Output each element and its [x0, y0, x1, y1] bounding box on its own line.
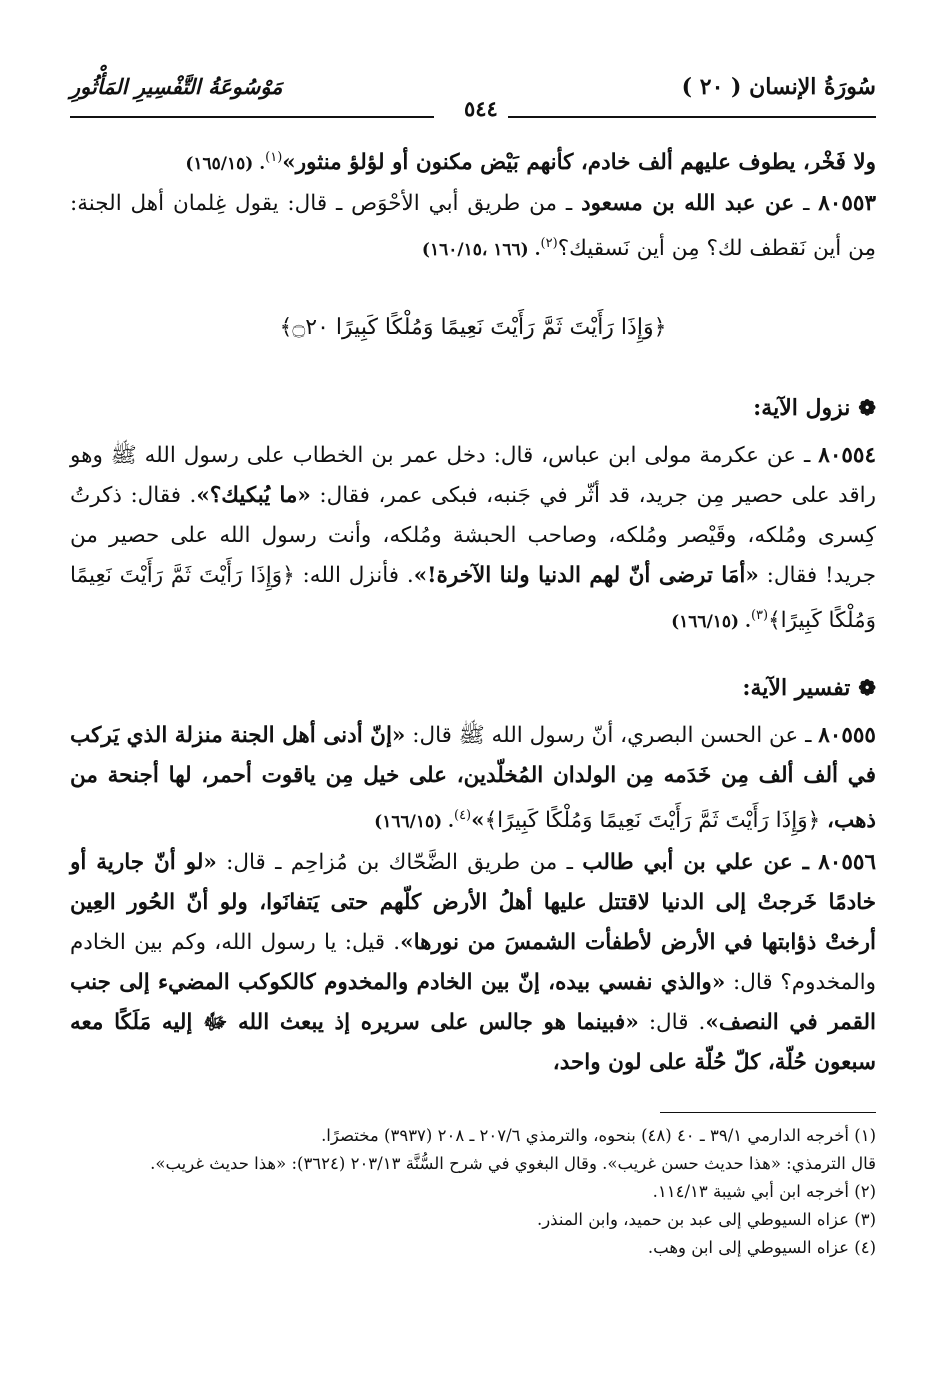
footnote-marker-2: (٢) — [540, 236, 558, 252]
footnote-1: (١) أخرجه الدارمي ٣٩/١ ـ ٤٠ (٤٨) بنحوه، والترمذي ٢٠٧/٦ ـ ٢٠٨ (٣٩٣٧) مختصرًا. — [321, 1126, 876, 1145]
entry-80553: ٨٠٥٥٣ ـ عن عبد الله بن مسعود ـ من طريق أبي الأحْوَص ـ قال: يقول غِلمان أهل الجنة: مِن أين نَقطف لك؟ مِن أين نَسقيك؟$^{(٢)}$. (١٦٦ ،١٦٠/١٥) — [70, 191, 876, 262]
entry-number: ٨٠٥٥٦ — [818, 849, 876, 875]
quran-verse: ﴿وَإِذَا رَأَيْتَ ثَمَّ رَأَيْتَ نَعِيمًا وَمُلْكًا كَبِيرًا ۝٢٠﴾ — [279, 315, 667, 341]
entry-text: ـ عن عكرمة مولى ابن عباس، قال: دخل عمر بن الخطاب على رسول الله ﷺ وهو راقد على حصير مِن جريد، قد أثّر في جَنبه، فبكى عمر، فقال: — [70, 443, 876, 509]
volume-ref: . (١٦٦ ،١٦٠/١٥) — [421, 240, 541, 261]
entry-text: ـ عن الحسن البصري، أنّ رسول الله ﷺ قال: — [412, 723, 812, 749]
heading-nuzul — [70, 388, 876, 428]
section-gap — [70, 642, 876, 658]
book-title: مَوْسُوعَةُ التَّفْسِيرِ المَأْثُورِ — [70, 74, 283, 99]
entry-text: ـ من طريق الضَّحّاك بن مُزاحِم ـ قال: — [226, 849, 573, 875]
entry-80555 — [70, 716, 876, 842]
footnote-1-note: قال الترمذي: «هذا حديث حسن غريب». وقال البغوي في شرح السُّنَّة ٢٠٣/١٣ (٣٦٢٤): «هذا حديث غريب». — [150, 1154, 876, 1173]
entry-text: ـ من طريق أبي الأحْوَص ـ قال: يقول غِلمان أهل الجنة: مِن أين نَقطف لك؟ مِن أين نَسقيك؟ — [70, 191, 876, 262]
footnote-marker-4: (٤) — [453, 808, 472, 824]
prophet-speech: «والذي نفسي بيده، إنّ بين الخادم والمخدوم كالكوكب المضيء إلى جنب القمر في النصف» — [70, 969, 876, 1035]
prophet-speech: «إنّ أدنى أهل الجنة منزلة الذي يَركب في ألف ألف مِن خَدَمه مِن الولدان المُخلّدين، على خيل مِن ياقوت أحمر، لها أجنحة من ذهب، — [70, 723, 876, 834]
entry-narrator: عن عبد الله بن مسعود — [581, 191, 795, 217]
prophet-speech: «لو أنّ جارية أو خادمًا خَرجتْ إلى الدنيا لاقتتل عليها أهلُ الأرض كلّهم حتى يَتفانَوا، ولو أنّ الحُور العِين أرختْ ذؤابتها في الأرض لأطفأت الشمسَ من نورها» — [70, 849, 876, 955]
surah-title: سُورَةُ الإنسان ( ٢٠ ) — [681, 74, 876, 100]
entry-number: ٨٠٥٥٥ — [818, 723, 876, 749]
page-header — [70, 60, 876, 120]
footnote-separator — [660, 1112, 876, 1113]
footnotes — [70, 1124, 876, 1264]
prophet-speech: «أمَا ترضى أنّ لهم الدنيا ولنا الآخرة!» — [413, 563, 759, 589]
heading-tafsir — [70, 668, 876, 708]
header-rule-left — [70, 116, 434, 118]
entry-text: . قيل: يا رسول الله، وكم بين الخادم والمخدوم؟ قال: — [70, 929, 876, 995]
page-number: ٥٤٤ — [464, 96, 498, 121]
entry-narrator: ـ عن علي بن أبي طالب — [582, 849, 809, 875]
inline-verse: ﴿وَإِذَا رَأَيْتَ ثَمَّ رَأَيْتَ نَعِيمًا وَمُلْكًا كَبِيرًا﴾ — [484, 808, 821, 834]
volume-ref: . (١٦٦/١٥) — [374, 812, 454, 833]
quote-close: » — [471, 808, 485, 834]
heading-title: نزول الآية: — [753, 395, 851, 422]
prophet-speech: «ما يُبكيك؟» — [196, 483, 311, 509]
main-text — [70, 138, 876, 1083]
volume-ref: . (١٦٦/١٥) — [671, 612, 751, 633]
footnote-marker-1: (١) — [265, 150, 283, 165]
entry-number: ٨٠٥٥٣ — [818, 191, 876, 217]
footnote-3: (٣) عزاه السيوطي إلى عبد بن حميد، وابن المنذر. — [536, 1210, 876, 1229]
entry-80554 — [70, 436, 876, 642]
intro-text: ولا فَخْر، يطوف عليهم ألف خادم، كأنهم بَيْض مكنون أو لؤلؤ منثور» — [282, 150, 876, 176]
flower-icon: ❁ — [858, 675, 876, 701]
prophet-speech: «فبينما هو جالس على سريره إذ يبعث الله ﷻ إليه مَلَكًا معه سبعون حُلّة، كلّ حُلّة على لون واحد، — [70, 1009, 876, 1075]
entry-text: . فأنزل الله: — [302, 563, 414, 589]
inline-verse: ﴿وَإِذَا رَأَيْتَ ثَمَّ رَأَيْتَ نَعِيمًا وَمُلْكًا كَبِيرًا﴾ — [70, 563, 876, 634]
footnote-2: (٢) أخرجه ابن أبي شيبة ١١٤/١٣. — [652, 1182, 876, 1201]
footnote-marker-3: (٣) — [750, 608, 769, 624]
header-rule-right — [508, 116, 876, 118]
entry-text: . فقال: ذكرتُ كِسرى ومُلكه، وقَيْصر ومُلكه، وصاحب الحبشة ومُلكه، وأنت رسول الله على حصير من جريد! فقال: — [70, 483, 877, 589]
entry-number: ٨٠٥٥٤ — [818, 443, 877, 469]
footnote-4: (٤) عزاه السيوطي إلى ابن وهب. — [647, 1238, 876, 1257]
entry-80556 — [70, 843, 876, 1083]
flower-icon: ❁ — [858, 395, 876, 421]
entry-text: . قال: — [648, 1009, 706, 1035]
volume-ref: . (١٦٥/١٥) — [185, 154, 266, 175]
heading-title: تفسير الآية: — [742, 675, 851, 702]
intro-paragraph — [70, 138, 876, 184]
